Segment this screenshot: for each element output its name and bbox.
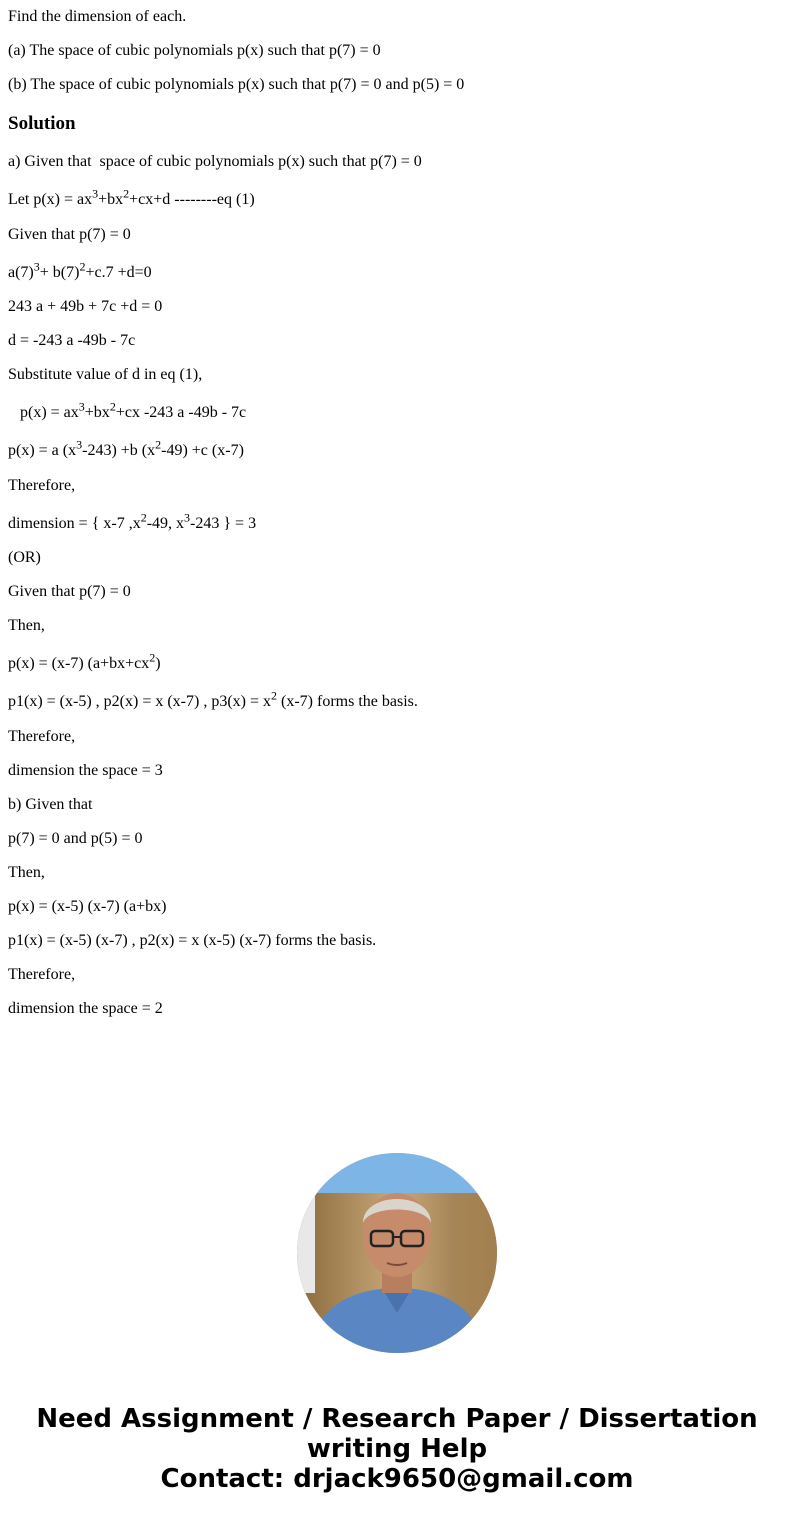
author-photo xyxy=(297,1153,497,1353)
solution-line: b) Given that xyxy=(8,796,93,813)
solution-line: 243 a + 49b + 7c +d = 0 xyxy=(8,298,163,315)
solution-line: $a(7)^3+ b(7)^2+c.7 +d=0$ xyxy=(8,259,152,281)
solution-line: p1(x) = (x-5) (x-7) , p2(x) = x (x-5) (x-7) forms the basis. xyxy=(8,932,377,949)
solution-heading: Solution xyxy=(8,113,76,134)
solution-line: Therefore, xyxy=(8,966,76,983)
solution-line: dimension the space = 3 xyxy=(8,762,163,779)
solution-line: dimension the space = 2 xyxy=(8,1000,163,1017)
solution-line: p(x) = (x-5) (x-7) (a+bx) xyxy=(8,898,167,915)
solution-line: Substitute value of d in eq (1), xyxy=(8,366,203,383)
solution-line: d = -243 a -49b - 7c xyxy=(8,332,136,349)
footer-line-1: Need Assignment / Research Paper / Dissertation xyxy=(36,1404,758,1434)
author-avatar xyxy=(297,1153,497,1353)
solution-line: Given that p(7) = 0 xyxy=(8,583,131,600)
solution-line: p1(x) = (x-5) , p2(x) = x (x-7) , $p3(x) = x^2$ (x-7) forms the basis. xyxy=(8,688,418,710)
solution-line: Then, xyxy=(8,617,45,634)
solution-line: p(x) = a $(x^3-243) +b$ $(x^2-49) +c$ (x-7) xyxy=(8,437,244,459)
solution-line: $p(x) = ax^3+bx^2+cx$ -243 a -49b - 7c xyxy=(8,399,247,421)
solution-line: Let $p(x) = ax^3+bx^2+cx+d$ --------eq (1) xyxy=(8,186,255,208)
problem-part-a: (a) The space of cubic polynomials p(x) such that p(7) = 0 xyxy=(8,42,381,59)
solution-line: p(x) = (x-7) $(a+bx+cx^2)$ xyxy=(8,650,161,672)
solution-line: a) Given that space of cubic polynomials p(x) such that p(7) = 0 xyxy=(8,153,422,170)
footer-contact xyxy=(0,1404,794,1494)
footer-line-2: writing Help xyxy=(306,1434,488,1464)
solution-line: p(7) = 0 and p(5) = 0 xyxy=(8,830,143,847)
solution-line: Therefore, xyxy=(8,728,76,745)
solution-line: Then, xyxy=(8,864,45,881)
solution-line: dimension = { x-7 $,x^2-49$, $x^3-243$ } = 3 xyxy=(8,510,257,532)
problem-part-b: (b) The space of cubic polynomials p(x) such that p(7) = 0 and p(5) = 0 xyxy=(8,76,465,93)
solution-line: (OR) xyxy=(8,549,41,566)
solution-line: Therefore, xyxy=(8,477,76,494)
footer-contact-email: Contact: drjack9650@gmail.com xyxy=(160,1464,634,1494)
problem-intro: Find the dimension of each. xyxy=(8,8,187,25)
solution-line: Given that p(7) = 0 xyxy=(8,226,131,243)
